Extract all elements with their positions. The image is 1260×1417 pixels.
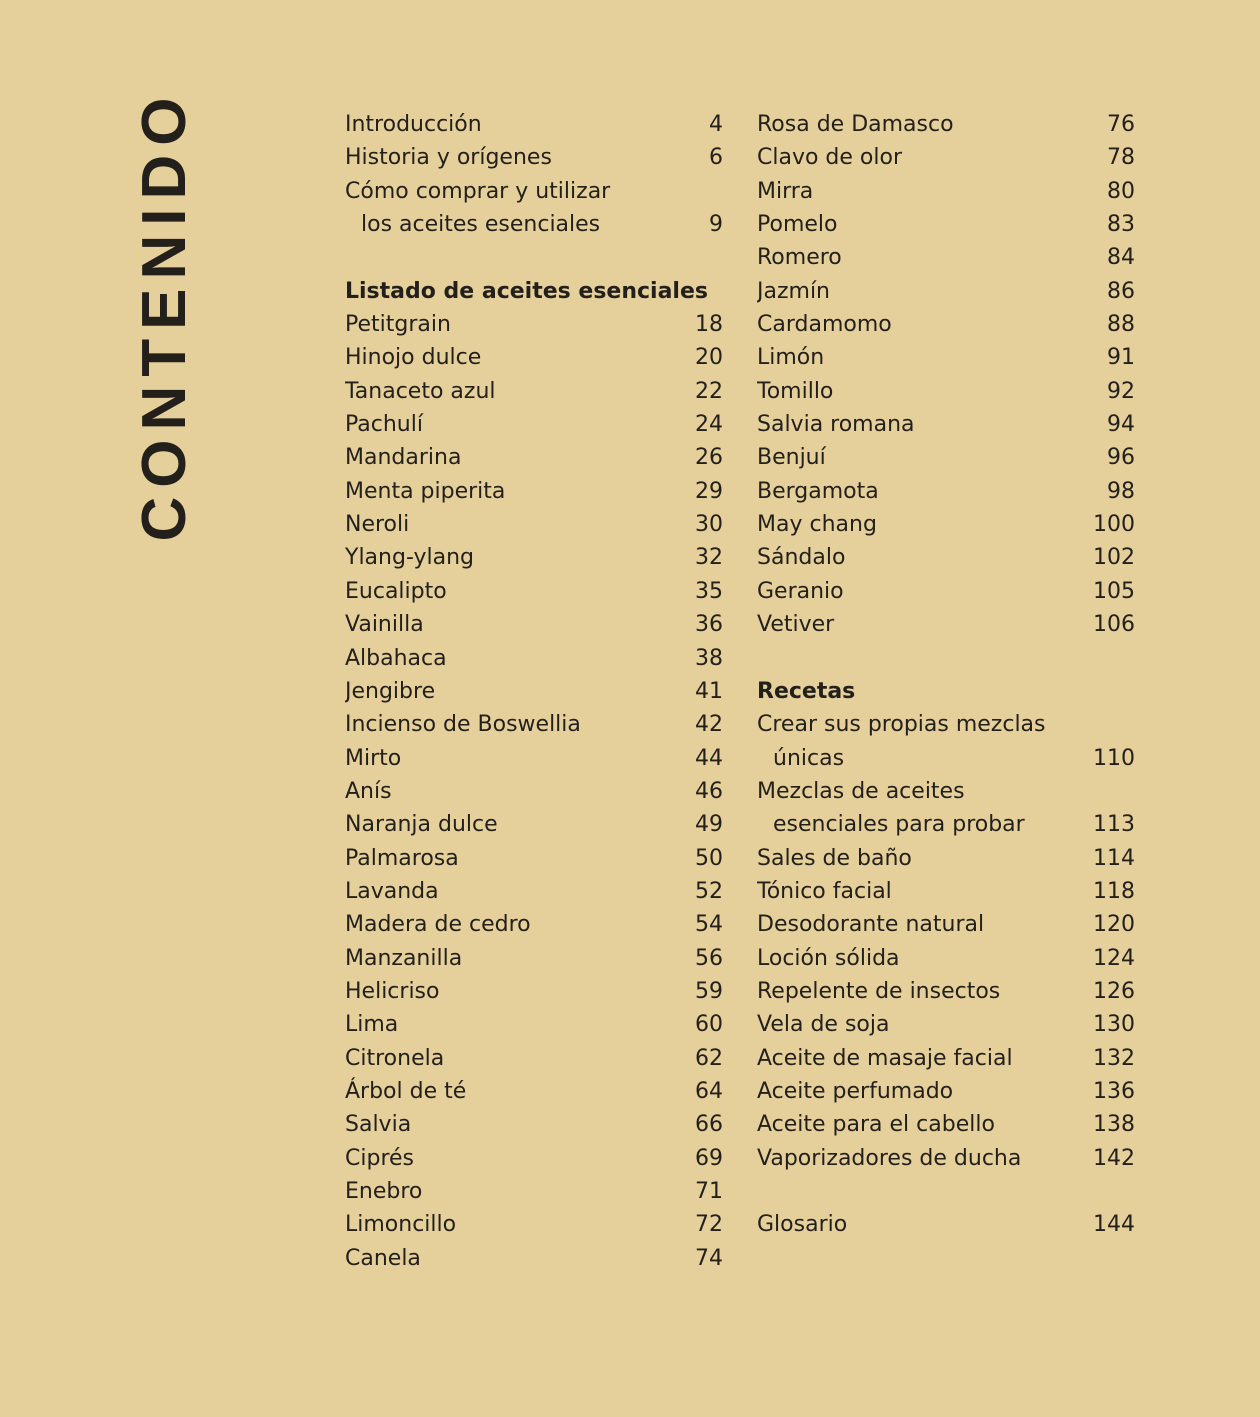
toc-entry [757, 408, 1135, 441]
toc-entry [345, 1142, 723, 1175]
toc-entry-page: 114 [1093, 845, 1135, 871]
toc-entry [757, 708, 1135, 741]
toc-entry-title: Mandarina [345, 445, 462, 471]
toc-entry-title: Sándalo [757, 545, 846, 571]
toc-entry [345, 1208, 723, 1241]
toc-entry [757, 375, 1135, 408]
toc-entry-page: 84 [1107, 245, 1135, 271]
toc-entry-page: 88 [1107, 312, 1135, 338]
toc-entry-page: 9 [709, 212, 723, 238]
toc-entry [757, 742, 1135, 775]
toc-entry-title: Mezclas de aceites [757, 778, 965, 804]
toc-entry [345, 108, 723, 141]
toc-entry-title: Aceite de masaje facial [757, 1045, 1013, 1071]
toc-entry [345, 708, 723, 741]
toc-entry-page: 86 [1107, 278, 1135, 304]
toc-entry-title: Ylang-ylang [345, 545, 475, 571]
toc-left-column [345, 108, 723, 1275]
toc-entry-title: Introducción [345, 112, 482, 137]
toc-entry-title: Manzanilla [345, 945, 463, 971]
toc-entry-title: Romero [757, 245, 842, 271]
toc-entry [757, 475, 1135, 508]
toc-entry-title: Tónico facial [757, 878, 892, 904]
toc-entry [345, 1042, 723, 1075]
toc-entry-title: Historia y orígenes [345, 145, 552, 171]
toc-entry-title: Ciprés [345, 1145, 414, 1171]
toc-entry-title: Salvia [345, 1112, 412, 1138]
toc-entry-page: 138 [1093, 1112, 1135, 1138]
toc-entry-page: 130 [1093, 1012, 1135, 1038]
toc-entry-page: 44 [695, 745, 723, 771]
toc-entry-page: 91 [1107, 345, 1135, 371]
toc-entry-page: 106 [1093, 612, 1135, 638]
toc-entry [757, 775, 1135, 808]
toc-entry-title: Palmarosa [345, 845, 459, 871]
toc-entry [757, 908, 1135, 941]
toc-entry-title: Aceite perfumado [757, 1078, 954, 1104]
toc-entry-page: 24 [695, 412, 723, 438]
toc-entry-title: Pachulí [345, 412, 423, 438]
toc-entry [345, 942, 723, 975]
toc-entry [345, 975, 723, 1008]
toc-entry-title: Cardamomo [757, 312, 892, 338]
toc-section-heading [757, 675, 1135, 708]
toc-entry-title: Naranja dulce [345, 812, 498, 838]
toc-entry [757, 1142, 1135, 1175]
toc-entry-title: Madera de cedro [345, 912, 531, 938]
toc-entry-title: Vetiver [757, 612, 835, 638]
toc-entry [345, 1242, 723, 1275]
toc-entry-title: Albahaca [345, 645, 447, 671]
toc-entry-title: Geranio [757, 578, 844, 604]
toc-entry-page: 126 [1093, 978, 1135, 1004]
toc-entry-title: Desodorante natural [757, 912, 985, 938]
toc-entry [345, 575, 723, 608]
toc-entry-page: 74 [695, 1245, 723, 1271]
toc-entry [757, 308, 1135, 341]
toc-entry-title: Limoncillo [345, 1212, 457, 1238]
toc-entry-title: Sales de baño [757, 845, 912, 871]
toc-entry-page: 52 [695, 878, 723, 904]
toc-entry [757, 942, 1135, 975]
toc-entry-title: únicas [773, 745, 845, 771]
toc-entry-page: 105 [1093, 578, 1135, 604]
toc-entry-title: Anís [345, 778, 392, 804]
toc-entry [757, 141, 1135, 174]
toc-entry [757, 875, 1135, 908]
toc-entry [345, 408, 723, 441]
toc-entry-page: 118 [1093, 878, 1135, 904]
toc-entry-page: 113 [1093, 812, 1135, 838]
toc-entry [345, 742, 723, 775]
toc-entry [757, 975, 1135, 1008]
toc-entry-title: Clavo de olor [757, 145, 902, 171]
toc-entry [757, 1108, 1135, 1141]
toc-entry [345, 175, 723, 208]
toc-entry [345, 308, 723, 341]
toc-entry-title: Pomelo [757, 212, 838, 238]
toc-entry [757, 808, 1135, 841]
toc-entry-page: 60 [695, 1012, 723, 1038]
toc-entry-page: 38 [695, 645, 723, 671]
toc-entry-page: 4 [709, 112, 723, 137]
toc-entry [757, 1075, 1135, 1108]
toc-spacer [757, 642, 1135, 675]
toc-entry-title: Lima [345, 1012, 399, 1038]
page-title: CONTENIDO [130, 88, 199, 542]
toc-entry-title: los aceites esenciales [361, 212, 601, 238]
toc-entry [345, 375, 723, 408]
toc-entry-title [757, 642, 1135, 675]
toc-entry-page: 20 [695, 345, 723, 371]
toc-entry-page: 96 [1107, 445, 1135, 471]
toc-entry-title: Listado de aceites esenciales [345, 278, 708, 304]
toc-entry-title: May chang [757, 512, 877, 538]
toc-entry-page: 50 [695, 845, 723, 871]
toc-entry-page: 102 [1093, 545, 1135, 571]
toc-entry-page: 136 [1093, 1078, 1135, 1104]
toc-entry-title: Árbol de té [345, 1078, 467, 1104]
toc-entry-page: 22 [695, 378, 723, 404]
toc-entry-title: Vaporizadores de ducha [757, 1145, 1022, 1171]
toc-entry-page: 92 [1107, 378, 1135, 404]
toc-entry-page: 142 [1093, 1145, 1135, 1171]
toc-entry [757, 108, 1135, 141]
toc-entry-page: 18 [695, 312, 723, 338]
toc-entry-title: Jazmín [757, 278, 831, 304]
toc-entry-page: 80 [1107, 178, 1135, 204]
toc-entry [345, 341, 723, 374]
toc-entry [345, 1175, 723, 1208]
toc-entry-page: 32 [695, 545, 723, 571]
toc-entry-page: 29 [695, 478, 723, 504]
toc-entry-page: 69 [695, 1145, 723, 1171]
toc-entry-page: 56 [695, 945, 723, 971]
toc-entry [757, 541, 1135, 574]
toc-entry [345, 475, 723, 508]
toc-entry-title: Petitgrain [345, 312, 451, 338]
toc-entry-title: Limón [757, 345, 825, 371]
toc-entry [757, 575, 1135, 608]
toc-entry [345, 842, 723, 875]
toc-entry [345, 675, 723, 708]
toc-entry [345, 908, 723, 941]
toc-entry-title: Rosa de Damasco [757, 112, 954, 137]
toc-entry-page: 36 [695, 612, 723, 638]
toc-entry-page: 62 [695, 1045, 723, 1071]
toc-spacer [757, 1175, 1135, 1208]
toc-entry [345, 642, 723, 675]
toc-entry-title: Canela [345, 1245, 421, 1271]
toc-entry-page: 26 [695, 445, 723, 471]
toc-entry [345, 1075, 723, 1108]
toc-entry-page: 49 [695, 812, 723, 838]
toc-entry-page: 6 [709, 145, 723, 171]
toc-entry-page: 98 [1107, 478, 1135, 504]
toc-entry-title: Loción sólida [757, 945, 900, 971]
toc-entry-page: 83 [1107, 212, 1135, 238]
toc-entry [757, 608, 1135, 641]
toc-entry-page: 71 [695, 1179, 723, 1204]
toc-entry-page: 110 [1093, 745, 1135, 771]
toc-entry-title: Citronela [345, 1045, 445, 1071]
toc-entry-title: Helicriso [345, 978, 440, 1004]
toc-entry-title: Enebro [345, 1179, 423, 1204]
toc-entry [757, 842, 1135, 875]
toc-entry [757, 275, 1135, 308]
toc-entry-page: 144 [1093, 1212, 1135, 1238]
toc-entry [345, 441, 723, 474]
toc-entry [757, 241, 1135, 274]
toc-entry-page: 59 [695, 978, 723, 1004]
toc-entry-title: Jengibre [345, 678, 436, 704]
toc-entry-page: 120 [1093, 912, 1135, 938]
toc-right-column [757, 108, 1135, 1242]
toc-entry [345, 208, 723, 241]
toc-entry [757, 441, 1135, 474]
toc-entry [345, 875, 723, 908]
toc-entry [345, 508, 723, 541]
toc-entry-page: 72 [695, 1212, 723, 1238]
toc-entry [757, 1008, 1135, 1041]
toc-entry-title: Cómo comprar y utilizar [345, 178, 611, 204]
toc-entry-page: 66 [695, 1112, 723, 1138]
toc-entry-page: 46 [695, 778, 723, 804]
toc-entry-page: 94 [1107, 412, 1135, 438]
toc-entry [345, 541, 723, 574]
toc-entry-title: Repelente de insectos [757, 978, 1001, 1004]
toc-entry-title: Incienso de Boswellia [345, 712, 581, 738]
toc-entry-title [345, 241, 723, 274]
toc-entry-page: 132 [1093, 1045, 1135, 1071]
toc-entry-title: Lavanda [345, 878, 439, 904]
toc-entry [345, 1108, 723, 1141]
toc-entry-page: 100 [1093, 512, 1135, 538]
toc-entry-title: Eucalipto [345, 578, 447, 604]
toc-spacer [345, 241, 723, 274]
toc-entry [757, 1042, 1135, 1075]
toc-entry [345, 608, 723, 641]
toc-entry [345, 808, 723, 841]
toc-entry-page: 76 [1107, 112, 1135, 137]
toc-entry-page: 42 [695, 712, 723, 738]
toc-entry [345, 775, 723, 808]
toc-entry-page: 30 [695, 512, 723, 538]
toc-entry [757, 175, 1135, 208]
toc-entry-title: Vela de soja [757, 1012, 890, 1038]
toc-entry-page: 124 [1093, 945, 1135, 971]
toc-entry-page: 35 [695, 578, 723, 604]
toc-entry [345, 1008, 723, 1041]
toc-entry-title: Tomillo [757, 378, 834, 404]
toc-entry-title: Salvia romana [757, 412, 915, 438]
toc-entry [757, 508, 1135, 541]
toc-entry-title: Recetas [757, 678, 856, 704]
toc-entry-title: Crear sus propias mezclas [757, 712, 1046, 738]
toc-entry-title: esenciales para probar [773, 812, 1025, 838]
toc-entry-title: Neroli [345, 512, 410, 538]
toc-entry-page: 64 [695, 1078, 723, 1104]
toc-entry [345, 141, 723, 174]
toc-entry [757, 208, 1135, 241]
toc-entry [757, 341, 1135, 374]
toc-entry [757, 1208, 1135, 1241]
toc-entry-title: Tanaceto azul [345, 378, 496, 404]
toc-entry-title: Glosario [757, 1212, 848, 1238]
toc-entry-title: Benjuí [757, 445, 826, 471]
toc-entry-title: Mirto [345, 745, 402, 771]
toc-entry-title: Mirra [757, 178, 814, 204]
toc-entry-title: Hinojo dulce [345, 345, 482, 371]
toc-entry-page: 54 [695, 912, 723, 938]
toc-entry-page: 78 [1107, 145, 1135, 171]
toc-entry-title: Aceite para el cabello [757, 1112, 995, 1138]
toc-entry-title: Menta piperita [345, 478, 506, 504]
toc-section-heading [345, 275, 723, 308]
toc-entry-page: 41 [695, 678, 723, 704]
toc-entry-title: Vainilla [345, 612, 424, 638]
toc-entry-title: Bergamota [757, 478, 879, 504]
toc-entry-title [757, 1175, 1135, 1208]
